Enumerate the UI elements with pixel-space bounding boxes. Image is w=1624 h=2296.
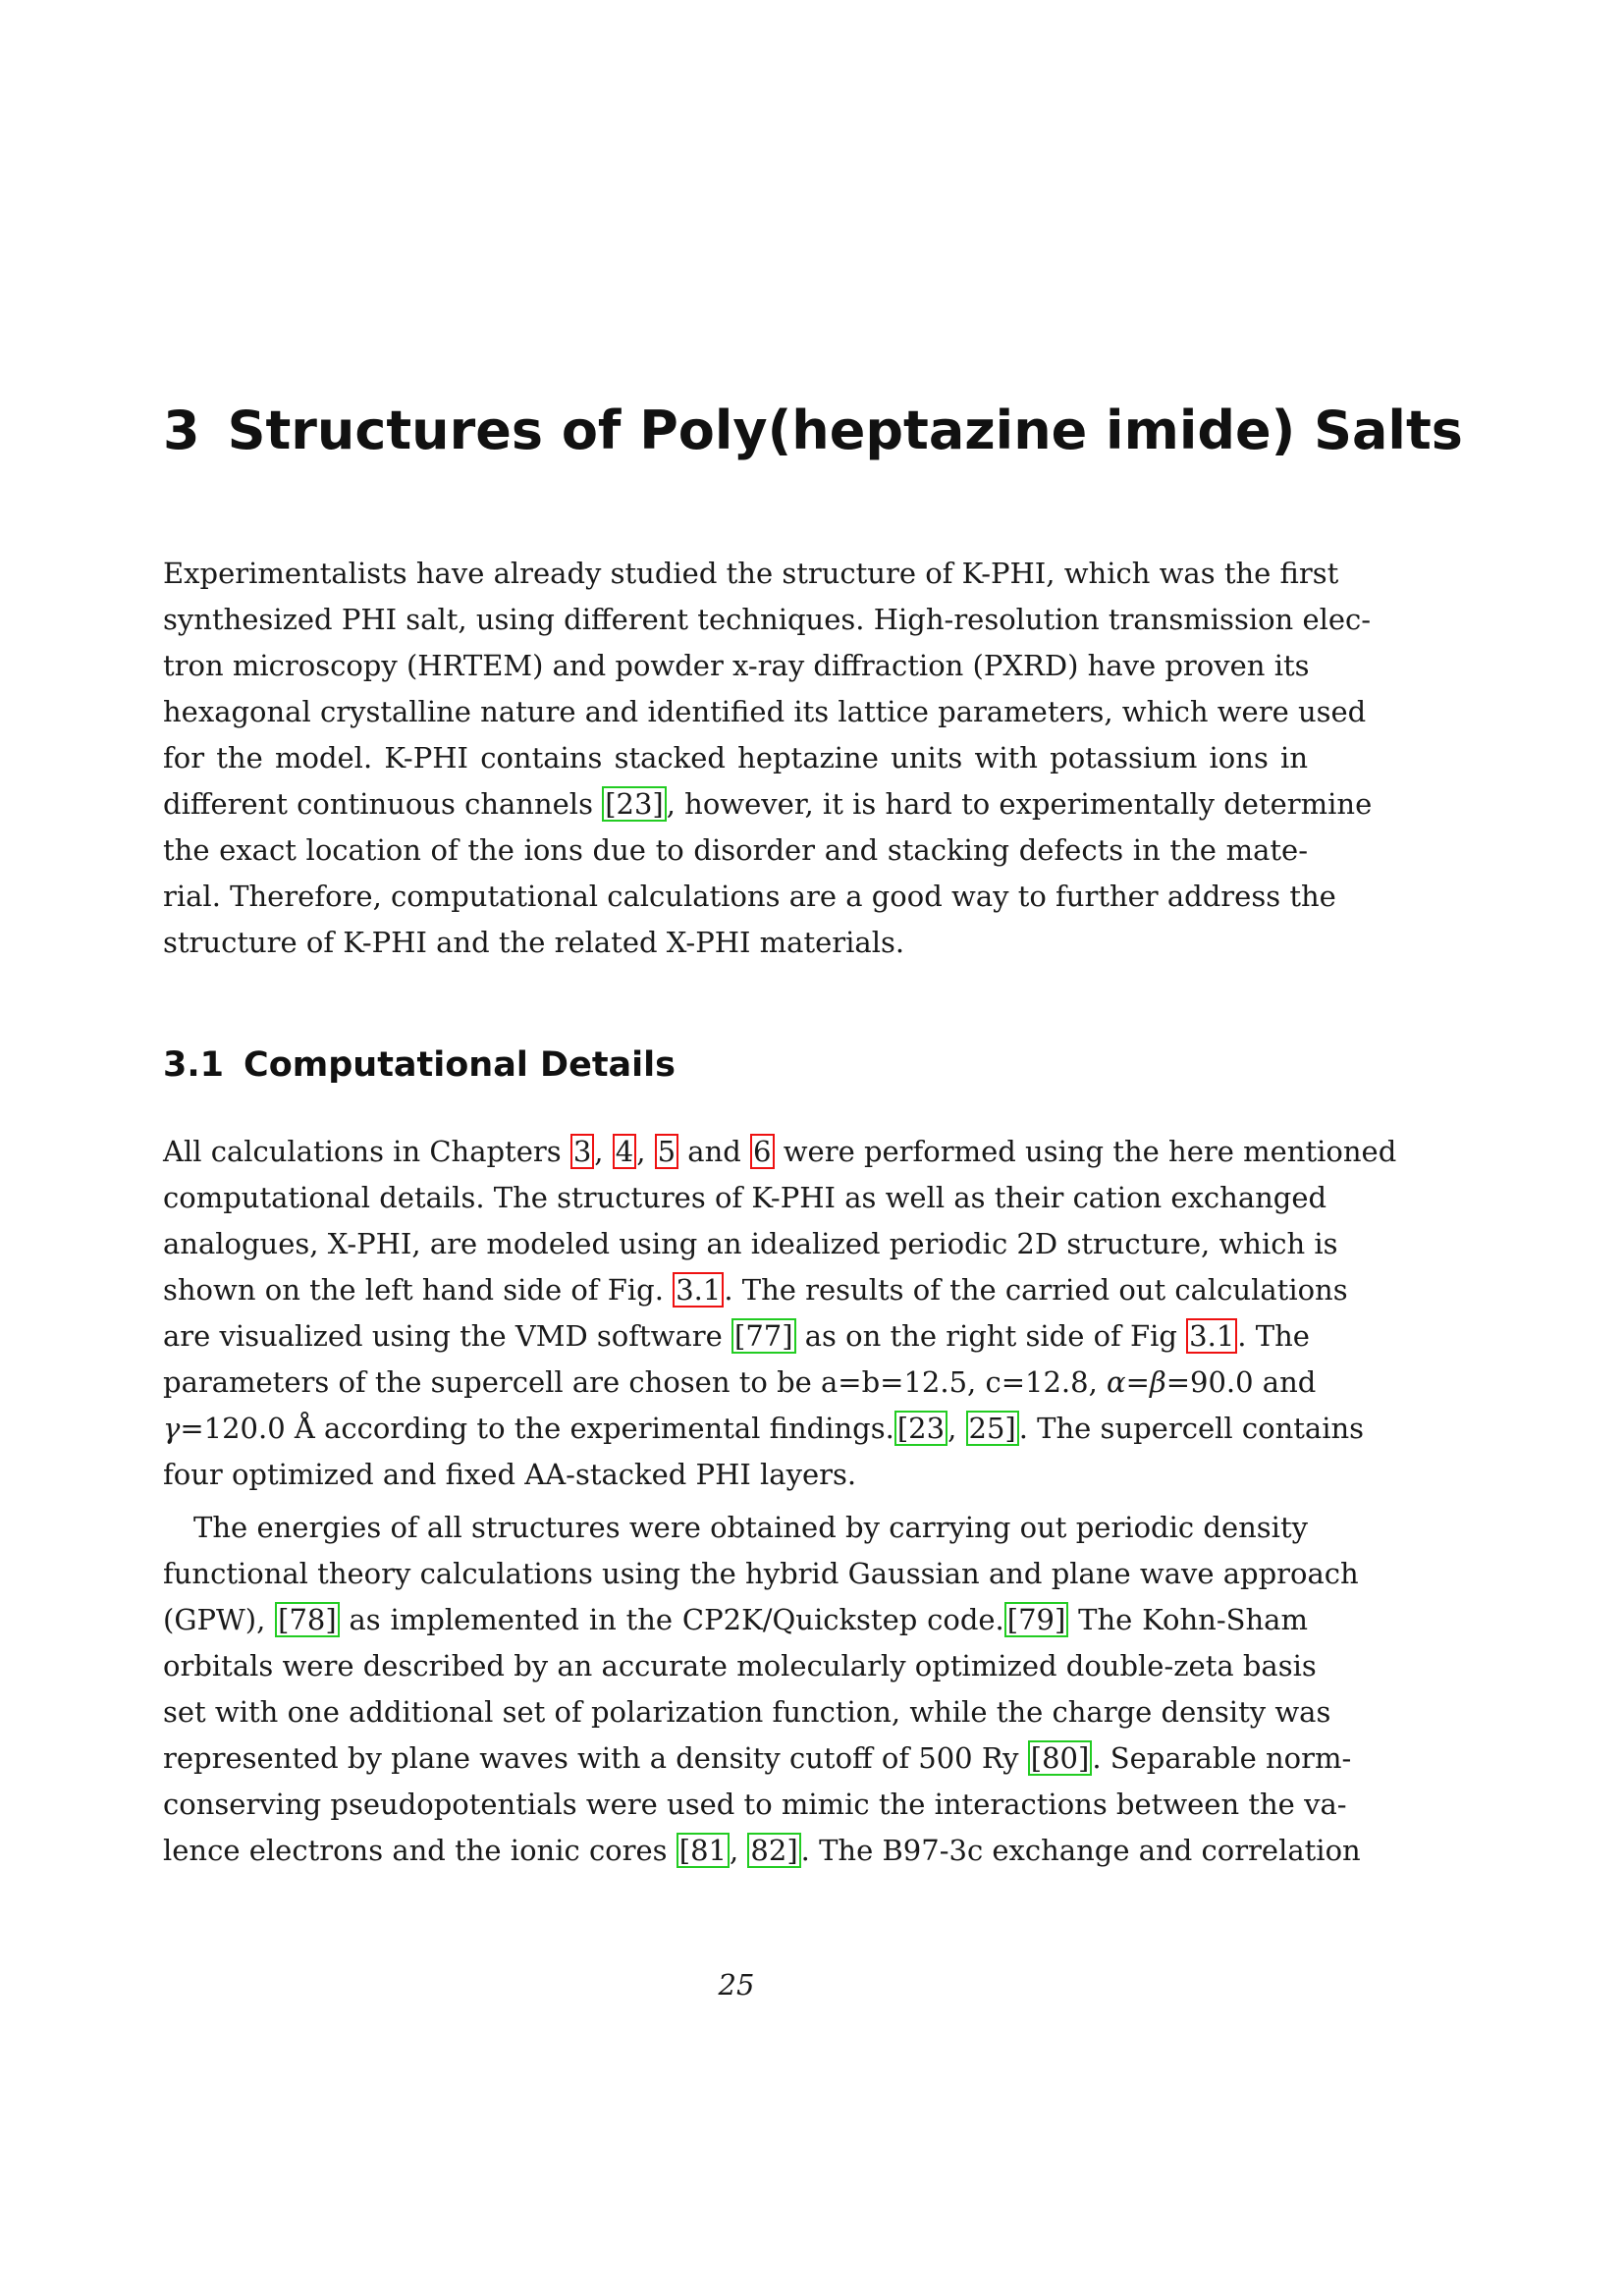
text-line: the exact location of the ions due to disorder and stacking defects in the mate- (163, 833, 1308, 867)
text-segment: . The supercell contains (1018, 1412, 1365, 1445)
chapter-link-5[interactable]: 5 (655, 1134, 678, 1169)
section-number: 3.1 (163, 1045, 225, 1085)
text-segment: . The (1237, 1319, 1310, 1353)
text-segment: were performed using the here mentioned (774, 1135, 1397, 1168)
section-title-text: Computational Details (244, 1045, 676, 1085)
text-segment: parameters of the supercell are chosen to be a=b=12.5, c=12.8, (163, 1365, 1108, 1399)
text-segment: , (947, 1412, 966, 1445)
text-line (163, 1267, 1348, 1313)
citation-link-23[interactable]: [23 (894, 1411, 947, 1446)
citation-link-80[interactable]: [80] (1028, 1740, 1093, 1776)
citation-link-25[interactable]: 25] (966, 1411, 1019, 1446)
page-number: 25 (718, 1968, 755, 2002)
text-line: tron microscopy (HRTEM) and powder x-ray diffraction (PXRD) have proven its (163, 649, 1310, 682)
text-segment: , (729, 1834, 748, 1867)
text-segment: = (1125, 1365, 1150, 1399)
text-line (163, 1735, 1352, 1782)
text-segment: as on the right side of Fig (795, 1319, 1187, 1353)
chapter-link-4[interactable]: 4 (613, 1134, 636, 1169)
figure-link-3-1[interactable]: 3.1 (673, 1272, 724, 1308)
chapter-link-3[interactable]: 3 (570, 1134, 594, 1169)
text-segment: , (594, 1135, 613, 1168)
section-title (163, 1042, 676, 1088)
text-line: four optimized and fixed AA-stacked PHI layers. (163, 1458, 857, 1491)
text-line (163, 1360, 1317, 1406)
text-segment: different continuous channels (163, 787, 603, 821)
text-segment: =120.0 Å according to the experimental findings. (180, 1412, 894, 1445)
text-line (163, 1597, 1308, 1643)
text-segment: , (636, 1135, 655, 1168)
text-segment: are visualized using the VMD software (163, 1319, 732, 1353)
text-line: hexagonal crystalline nature and identified its lattice parameters, which were used (163, 695, 1367, 728)
chapter-title (163, 397, 1463, 465)
text-segment: . The B97-3c exchange and correlation (800, 1834, 1361, 1867)
text-segment: shown on the left hand side of Fig. (163, 1273, 674, 1307)
text-segment: represented by plane waves with a density cutoff of 500 Ry (163, 1741, 1028, 1775)
citation-link-77[interactable]: [77] (731, 1318, 796, 1354)
text-segment: . Separable norm- (1092, 1741, 1352, 1775)
text-line: conserving pseudopotentials were used to mimic the interactions between the va- (163, 1788, 1347, 1821)
paragraph-dft-method (163, 1505, 1361, 1874)
text-line: synthesized PHI salt, using different techniques. High-resolution transmission elec- (163, 603, 1372, 636)
chapter-number: 3 (163, 400, 200, 461)
intro-paragraph (163, 551, 1373, 966)
text-segment: =90.0 and (1165, 1365, 1317, 1399)
math-symbol: γ (163, 1412, 181, 1445)
citation-link-79[interactable]: [79] (1004, 1602, 1069, 1637)
text-segment: as implemented in the CP2K/Quickstep code. (339, 1603, 1004, 1636)
text-line: set with one additional set of polarization function, while the charge density was (163, 1695, 1331, 1729)
text-line (163, 781, 1373, 828)
paragraph-computational-setup (163, 1129, 1397, 1498)
math-symbol: β (1149, 1365, 1166, 1399)
citation-link-81[interactable]: [81 (677, 1833, 730, 1868)
text-segment: , however, it is hard to experimentally determine (666, 787, 1373, 821)
text-segment: . The results of the carried out calculations (724, 1273, 1348, 1307)
text-segment: All calculations in Chapters (163, 1135, 570, 1168)
text-line (163, 1129, 1397, 1175)
text-line: analogues, X-PHI, are modeled using an idealized periodic 2D structure, which is (163, 1227, 1338, 1260)
text-segment: and (678, 1135, 751, 1168)
chapter-title-text: Structures of Poly(heptazine imide) Salts (227, 400, 1463, 461)
text-line: orbitals were described by an accurate molecularly optimized double-zeta basis (163, 1649, 1317, 1682)
figure-link-3-1[interactable]: 3.1 (1186, 1318, 1237, 1354)
text-line: computational details. The structures of K-PHI as well as their cation exchanged (163, 1181, 1327, 1214)
citation-link-82[interactable]: 82] (747, 1833, 800, 1868)
text-line (163, 1406, 1365, 1452)
text-segment: lence electrons and the ionic cores (163, 1834, 677, 1867)
text-line: for the model. K-PHI contains stacked heptazine units with potassium ions in (163, 741, 1308, 774)
text-line: Experimentalists have already studied the structure of K-PHI, which was the first (163, 557, 1339, 590)
citation-link-78[interactable]: [78] (275, 1602, 340, 1637)
text-line: functional theory calculations using the hybrid Gaussian and plane wave approach (163, 1557, 1359, 1590)
text-line: rial. Therefore, computational calculations are a good way to further address the (163, 880, 1336, 913)
text-line: The energies of all structures were obtained by carrying out periodic density (193, 1511, 1308, 1544)
text-line (163, 1313, 1308, 1360)
text-segment: The Kohn-Sham (1068, 1603, 1308, 1636)
chapter-link-6[interactable]: 6 (750, 1134, 774, 1169)
text-line: structure of K-PHI and the related X-PHI materials. (163, 926, 905, 959)
text-segment: (GPW), (163, 1603, 276, 1636)
math-symbol: α (1107, 1365, 1126, 1399)
citation-link-23[interactable]: [23] (602, 786, 667, 822)
text-line (163, 1828, 1361, 1874)
